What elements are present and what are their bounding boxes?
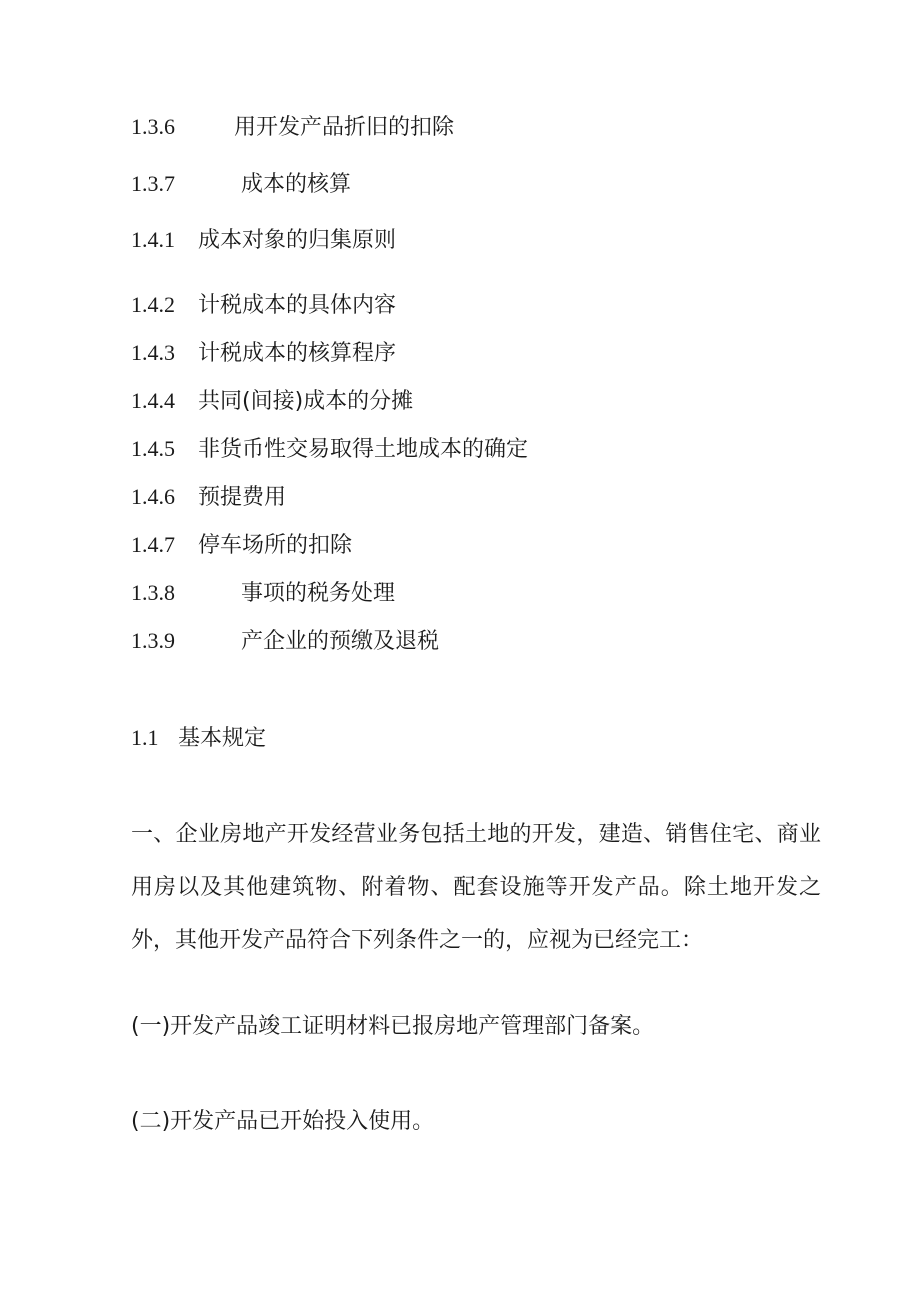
toc-number: 1.3.7 [131, 171, 175, 196]
toc-entry-1-4-3 [131, 336, 396, 370]
toc-number: 1.3.9 [131, 628, 175, 653]
toc-number: 1.4.1 [131, 227, 175, 252]
toc-entry-1-4-5 [131, 432, 528, 466]
toc-number: 1.4.2 [131, 292, 175, 317]
section-heading [131, 721, 266, 755]
toc-number: 1.4.6 [131, 484, 175, 509]
toc-entry-1-4-2 [131, 288, 396, 322]
toc-entry-1-4-6 [131, 480, 286, 514]
list-item-2: (二)开发产品已开始投入使用。 [131, 1109, 435, 1134]
toc-entry-1-3-9 [131, 624, 439, 658]
toc-title: 用开发产品折旧的扣除 [234, 115, 455, 140]
section-number: 1.1 [131, 725, 159, 750]
toc-entry-1-3-8 [131, 576, 395, 610]
toc-number: 1.4.5 [131, 436, 175, 461]
toc-title: 计税成本的具体内容 [198, 293, 397, 318]
toc-number: 1.4.7 [131, 532, 175, 557]
toc-title: 计税成本的核算程序 [198, 341, 397, 366]
section-title: 基本规定 [178, 726, 267, 751]
toc-number: 1.4.4 [131, 388, 175, 413]
toc-title: 预提费用 [198, 485, 287, 510]
toc-title: 非货币性交易取得土地成本的确定 [198, 437, 529, 462]
toc-entry-1-4-1 [131, 223, 396, 257]
toc-title: 成本的核算 [241, 172, 352, 197]
toc-title: 共同(间接)成本的分摊 [198, 389, 414, 414]
toc-title: 产企业的预缴及退税 [241, 629, 440, 654]
toc-title: 成本对象的归集原则 [198, 228, 397, 253]
toc-entry-1-3-6 [131, 110, 454, 144]
toc-number: 1.3.8 [131, 580, 175, 605]
list-item-1: (一)开发产品竣工证明材料已报房地产管理部门备案。 [131, 1014, 655, 1039]
toc-title: 停车场所的扣除 [198, 533, 353, 558]
toc-entry-1-3-7 [131, 167, 351, 201]
toc-number: 1.4.3 [131, 340, 175, 365]
toc-title: 事项的税务处理 [241, 581, 396, 606]
toc-entry-1-4-4 [131, 384, 413, 418]
toc-entry-1-4-7 [131, 528, 352, 562]
body-paragraph: 一、企业房地产开发经营业务包括土地的开发，建造、销售住宅、商业用房以及其他建筑物、附着物、配套设施等开发产品。除土地开发之外，其他开发产品符合下列条件之一的，应视为已经完工： [131, 822, 821, 953]
toc-number: 1.3.6 [131, 114, 175, 139]
